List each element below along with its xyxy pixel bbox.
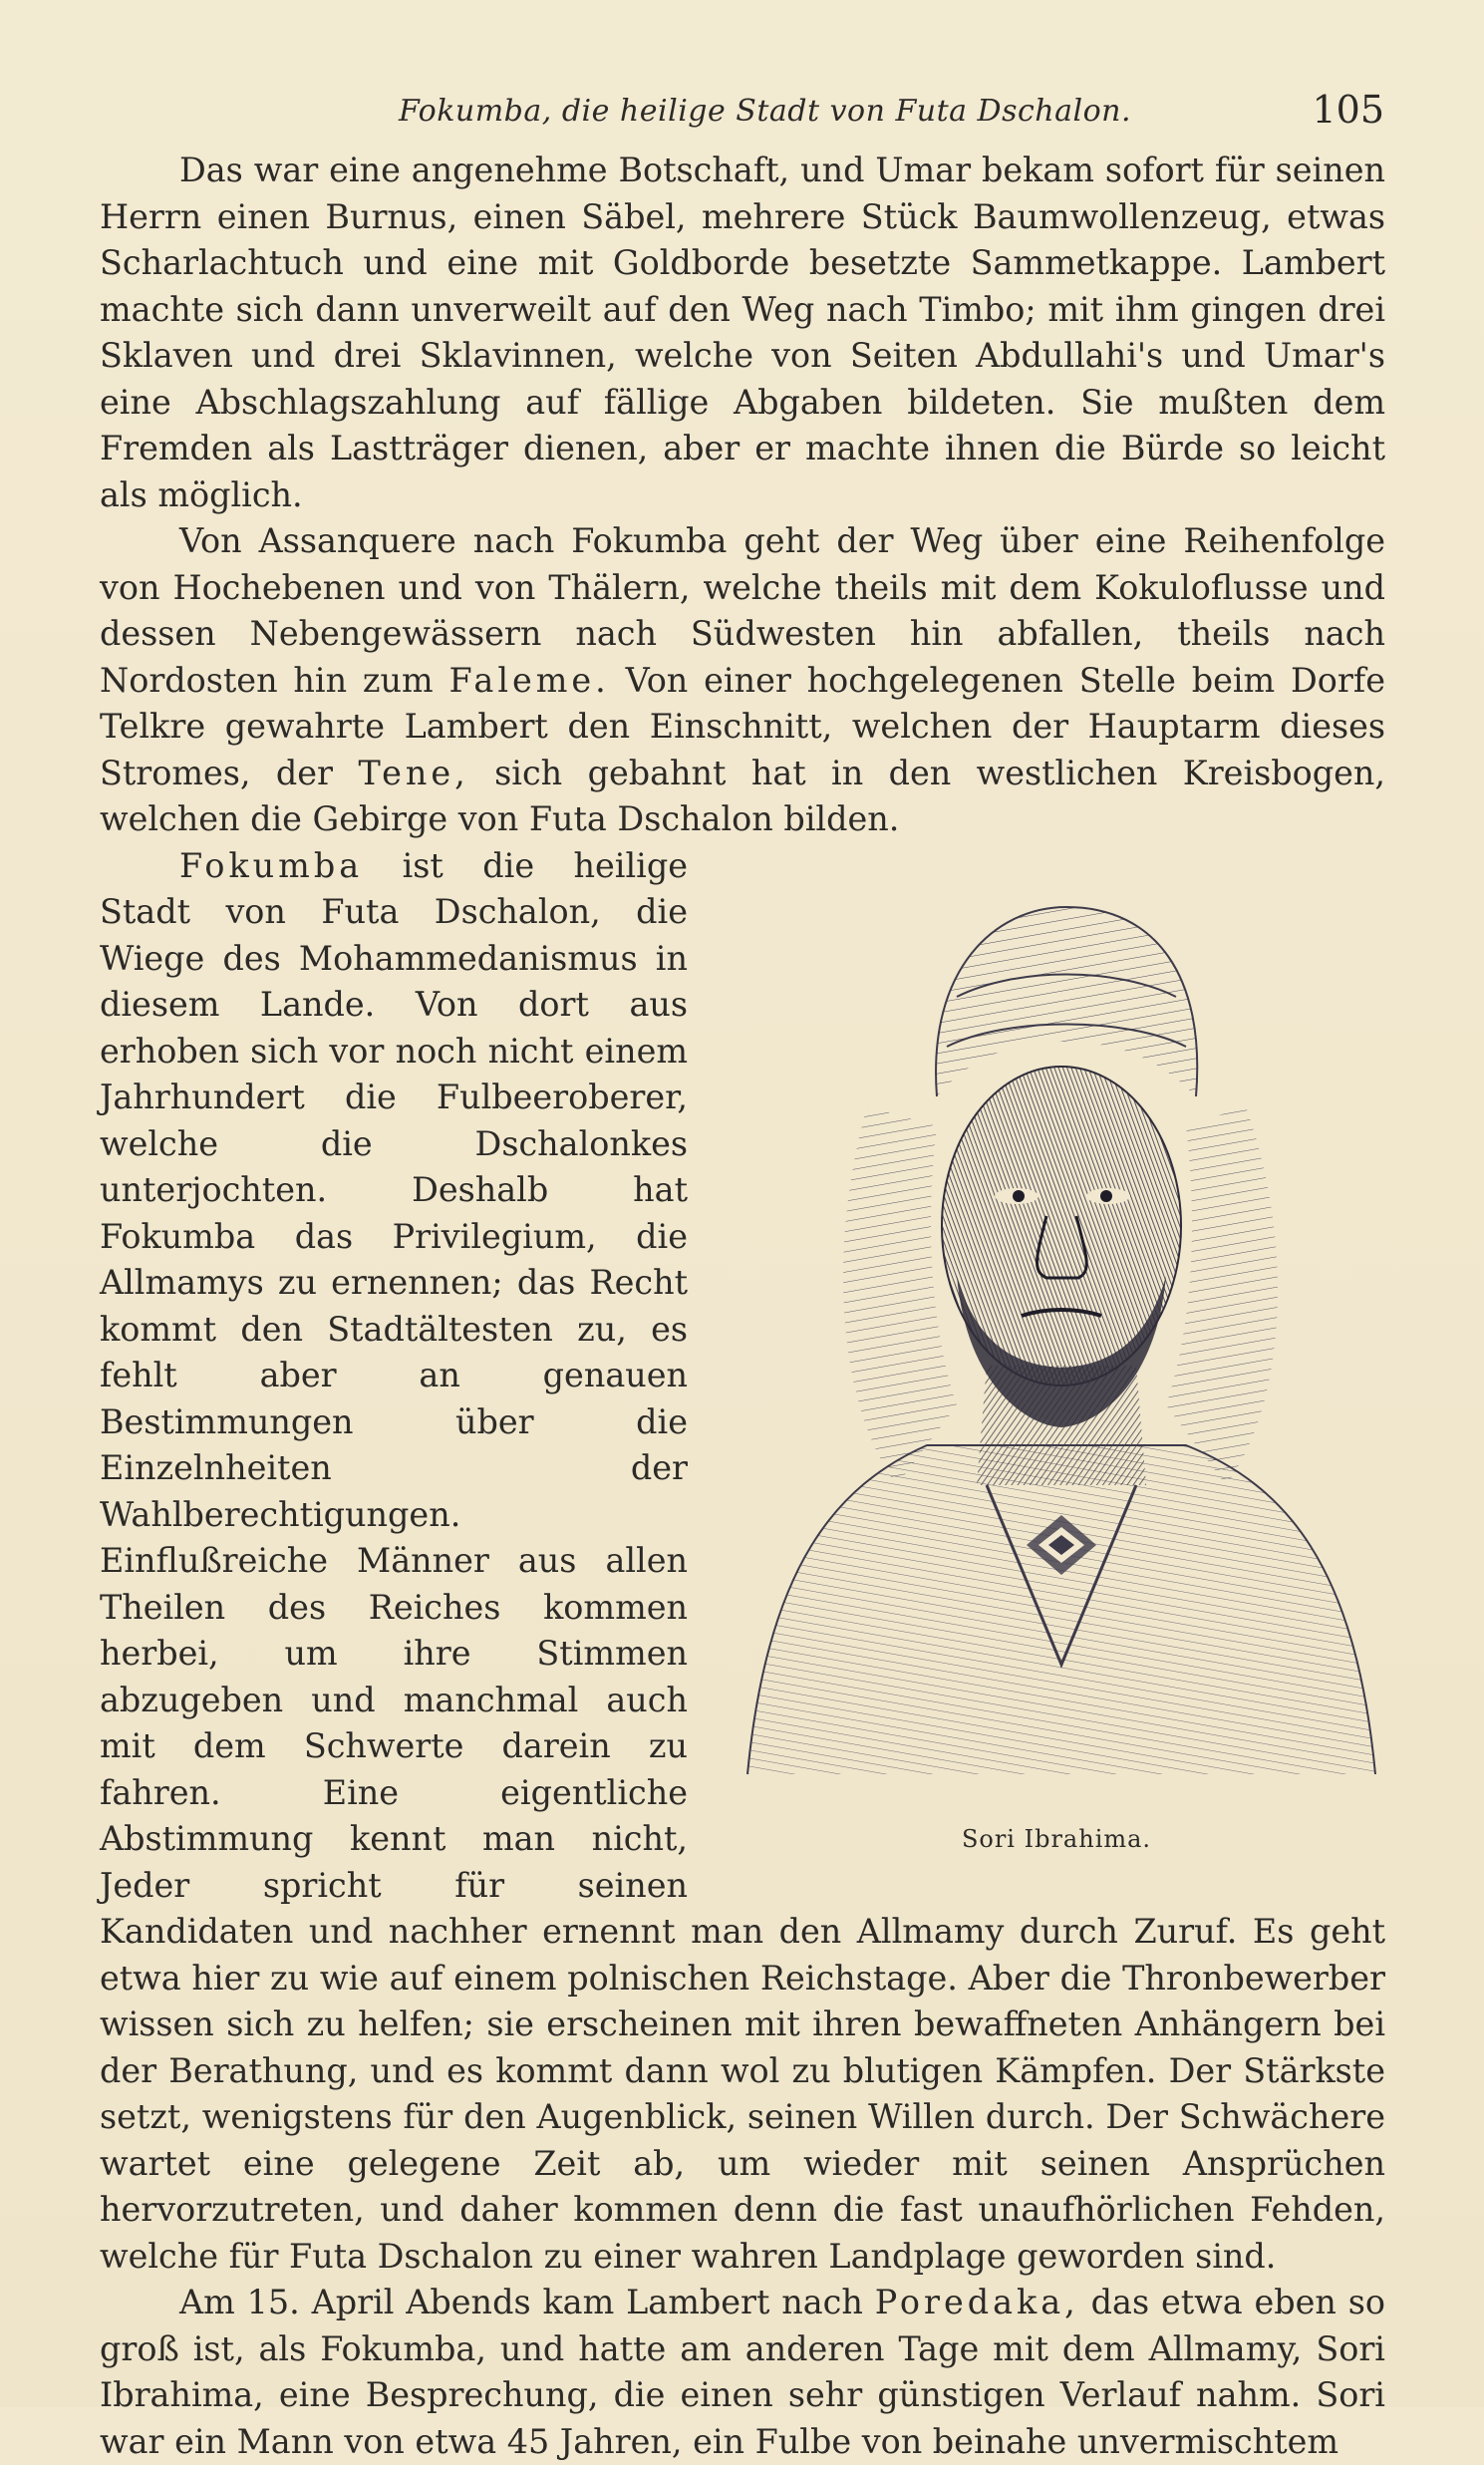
page-number: 105 bbox=[1312, 88, 1384, 132]
place-name-faleme: Faleme. bbox=[448, 660, 610, 700]
paragraph-4-text-b: das etwa eben so groß ist, als Fokumba, und hatte am anderen Tage mit dem Allmamy, Sori Ibrahima, eine Besprechung, die einen sehr günstigen Verlauf nahm. Sori war ein Mann von etwa 45 Jahren, ein Fulbe von beinahe unvermischtem bbox=[100, 2283, 1386, 2461]
paragraph-2 bbox=[100, 518, 1385, 843]
figure-block bbox=[728, 847, 1385, 1864]
portrait-engraving bbox=[728, 847, 1385, 1804]
paragraph-2-text-c: sich gebahnt hat in den westlichen Kreisbogen, welchen die Gebirge von Futa Dschalon bilden. bbox=[100, 753, 1385, 838]
place-name-tene: Tene, bbox=[358, 753, 469, 792]
place-name-poredaka: Poredaka, bbox=[874, 2283, 1079, 2321]
paragraph-2-text-a: Von Assanquere nach Fokumba geht der Weg über eine Reihenfolge von Hochebenen und von Thälern, welche theils mit dem Kokuloflusse und dessen Nebengewässern nach Südwesten hin abfallen, theils nach Nordosten hin zum bbox=[100, 521, 1385, 700]
portrait-engraving-illustration bbox=[728, 847, 1385, 1804]
page-header bbox=[100, 88, 1384, 138]
place-name-fokumba: Fokumba bbox=[179, 845, 364, 885]
paragraph-4-text-a: Am 15. April Abends kam Lambert nach bbox=[179, 2283, 863, 2321]
paragraph-1-text: Das war eine angenehme Botschaft, und Umar bekam sofort für seinen Herrn einen Burnus, einen Säbel, mehrere Stück Baumwollenzeug, etwas Scharlachtuch und eine mit Goldborde besetzte Sammetkappe. Lambert machte sich dann unverweilt auf den Weg nach Timbo; mit ihm gingen drei Sklaven und drei Sklavinnen, welche von Seiten Abdullahi's und Umar's eine Abschlagszahlung auf fällige Abgaben bildeten. Sie mußten dem Fremden als Lastträger dienen, aber er machte ihnen die Bürde so leicht als möglich. bbox=[100, 151, 1385, 514]
figure-caption: Sori Ibrahima. bbox=[961, 1824, 1152, 1853]
body-text bbox=[100, 148, 1385, 2465]
paragraph-1 bbox=[100, 148, 1385, 518]
paragraph-2-text-b: Von einer hochgelegenen Stelle beim Dorfe Telkre gewahrte Lambert den Einschnitt, welchen der Hauptarm dieses Stromes, der bbox=[100, 660, 1385, 792]
paragraph-4 bbox=[100, 2280, 1385, 2465]
paragraph-3-text: ist die heilige Stadt von Futa Dschalon, die Wiege des Mohammedanismus in diesem Lande. Von dort aus erhoben sich vor noch nicht einem Jahrhundert die Fulbeeroberer, welche die Dschalonkes unterjochten. Deshalb hat Fokumba das Privilegium, die Allmamys zu ernennen; das Recht kommt den Stadtältesten zu, es fehlt aber an genauen Bestimmungen über die Einzelnheiten der Wahlberechtigungen. Einflußreiche Männer aus allen Theilen des Reiches kommen herbei, um ihre Stimmen abzugeben und manchmal auch mit dem Schwerte darein zu fahren. Eine eigentliche Abstimmung kennt man nicht, Jeder spricht für seinen Kandidaten und nachher ernennt man den Allmamy durch Zuruf. Es geht etwa hier zu wie auf einem polnischen Reichstage. Aber die Thronbewerber wissen sich zu helfen; sie erscheinen mit ihren bewaffneten Anhängern bei der Berathung, und es kommt dann wol zu blutigen Kämpfen. Der Stärkste setzt, wenigstens für den Augenblick, seinen Willen durch. Der Schwächere wartet eine gelegene Zeit ab, um wieder mit seinen Ansprüchen hervorzutreten, und daher kommen denn die fast unaufhörlichen Fehden, welche für Futa Dschalon zu einer wahren Landplage geworden sind. bbox=[100, 845, 1385, 2276]
running-title: Fokumba, die heilige Stadt von Futa Dschalon. bbox=[399, 94, 1132, 129]
